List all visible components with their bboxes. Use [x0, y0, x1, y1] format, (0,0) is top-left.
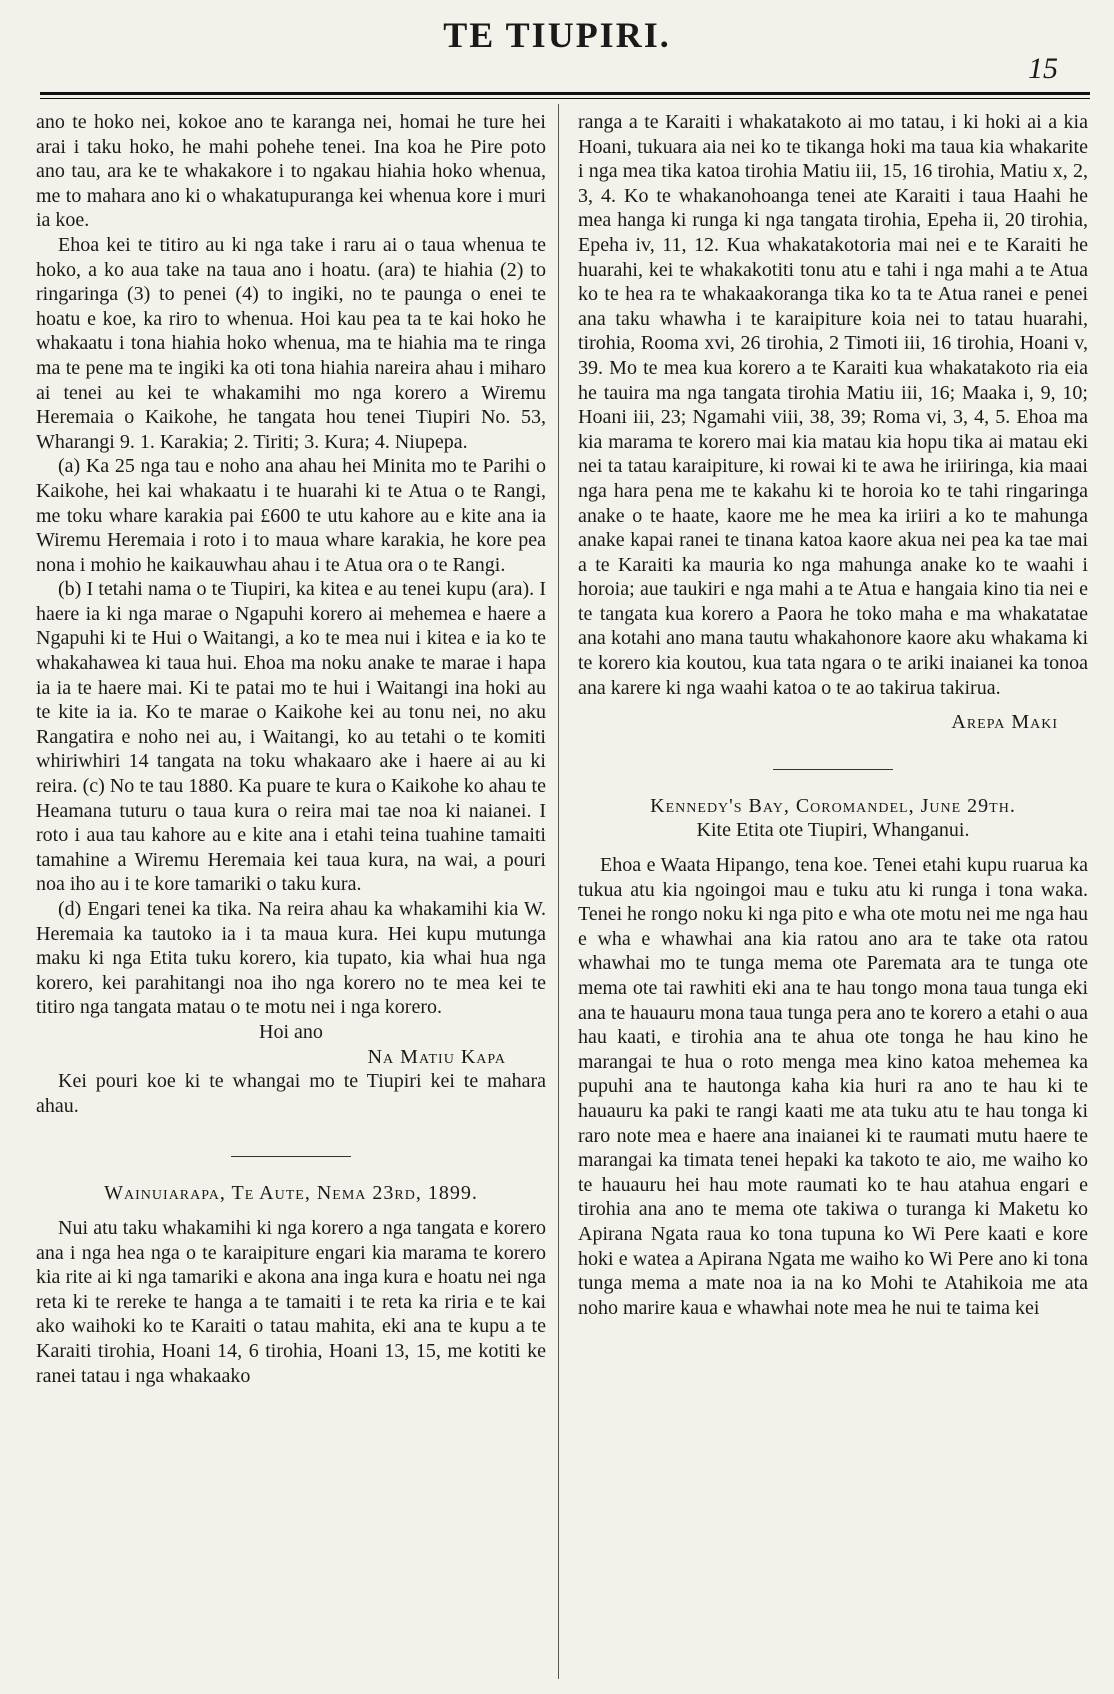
left-dateline: Wainuiarapa, Te Aute, Nema 23rd, 1899.	[104, 1182, 478, 1205]
right-salutation: Kite Etita ote Tiupiri, Whanganui.	[696, 819, 970, 842]
left-paragraph-5: (d) Engari tenei ka tika. Na reira ahau ka whakamihi kia W. Heremaia ka tautoko ia i ta maua kura. Hei kupu mutunga maku ki nga Etita tuku korero, kia tupato, kia whai hua nga korero, kei parahitangi noa iho nga korero no te mea kei te titiro nga tangata matau o te motu nei i nga korero.	[36, 898, 546, 1019]
left-closing: Hoi ano	[259, 1020, 323, 1043]
column-divider	[558, 104, 559, 1679]
left-paragraph-6: Kei pouri koe ki te whangai mo te Tiupiri kei te mahara ahau.	[36, 1070, 546, 1117]
right-paragraph-1: ranga a te Karaiti i whakatakoto ai mo tatau, i ki hoki ai a kia Hoani, tukuara aia nei ko te tikanga hoki ma taua kia whakarite i nga mea tika katoa tirohia Matiu iii, 15, 16 tirohia, Matiu x, 2, 3, 4. Ko te whakanohoanga tenei ate Karaiti i taua Haahi he mea hanga ki runga ki nga tangata tirohia, Epeha ii, 20 tirohia, Epeha iv, 11, 12. Kua whakatakotoria mai nei e te Karaiti he huarahi, kei te whakakotiti tonu atu e tahi i nga mahi a te Atua ko te hea ra te whakaakoranga tika ko ta te Atua ranei e penei ana taku whawha i te karaipiture koia nei to tatau huarahi, tirohia, Rooma xvi, 26 tirohia, 2 Timoti iii, 16 tirohia, Hoani v, 39. Mo te mea kua korero a te Karaiti kua whakatakoto ria eia he tauira ma nga tangata tirohia Matiu iii, 16; Maaka i, 9, 10; Hoani iii, 23; Ngamahi viii, 38, 39; Roma vi, 3, 4, 5. Ehoa ma kia marama te korero mai kia matau kia hopu tika ai matau eki nei ta tatau karaipiture, ki rowai ki te awa he iriiringa, kia maai nga hara pena me te kakahu ki te horoia ko te tahi ringaringa anake o te haate, kaore me he mea ka iriiri a ko te mahunga anake kapai ranei te tinana katoa kaore akua nei pea ka tae mai a te Karaiti ka mauria ko nga mahunga anake ko te waahi i horoia; aue taukiri e nga mahi a te Atua e hangaia kino tia nei e te tangata kua korero a Paora he toko maha e ma whakatatae ana kotahi ano mana tautu whakahonore kaore aku whakama ki te korero kia koutou, kua tata ngara o te ariki inaianei ka tonoa ana karere ki nga waahi katoa o te ao takirua takirua.	[578, 111, 1088, 699]
left-paragraph-2: Ehoa kei te titiro au ki nga take i raru ai o taua whenua te hoko, a ko aua take na taua ano i hoatu. (ara) te hiahia (2) to ringaringa (3) to penei (4) to ingiki, no te paunga o enei te hoatu e koe, ka riro to whenua. Hoi kau pea ta te kai hoko he whakaatu i tona hiahia hoko whenua, ma te hiahia ma te ringa ma te pene ma te ingiki ka oti tona hiahia nareira ahau i miharo ai tenei au kei te whakamihi mo nga korero a Wiremu Heremaia o Kaikohe, he tangata hou tenei Tiupiri No. 53, Wharangi 9. 1. Karakia; 2. Tiriti; 3. Kura; 4. Niupepa.	[36, 233, 546, 453]
left-paragraph-4: (b) I tetahi nama o te Tiupiri, ka kitea e au tenei kupu (ara). I haere ia ki nga marae o Ngapuhi korero ai mehemea e haere a Ngapuhi ki te Hui o Waitangi, a ko te mea nui i kitea e ia ko te whakahawea ki taua hui. Ehoa ma noku anake te marae i hapa ia ia te haere mai. Ki te patai mo te hui i Waitangi ina hoki au te kite ia ia. Ko te marae o Kaikohe kei au tonu nei, no aku Rangatira e noho nei au, i Waitangi, ko au tetahi o te komiti whiriwhiri 14 tangata na toku whakaaro ake i haere ai au ki reira. (c) No te tau 1880. Ka puare te kura o Kaikohe ko ahau te Heamana tuturu o taua kura o reira mai tae noa ki naianei. I roto i aua tau kahore au e kite ana i etahi teina tuahine tamaiti tamahine a Wiremu Heremaia kei taua kura, na wai, a pouri noa iho au i te kore tamariki o taku kura.	[36, 578, 546, 896]
section-separator-right	[773, 769, 893, 770]
header-rule	[40, 92, 1090, 95]
left-signature: Na Matiu Kapa	[367, 1045, 506, 1068]
page-title: TE TIUPIRI.	[443, 15, 671, 55]
right-signature: Arepa Maki	[951, 711, 1058, 734]
right-dateline: Kennedy's Bay, Coromandel, June 29th.	[650, 794, 1016, 817]
right-paragraph-2: Ehoa e Waata Hipango, tena koe. Tenei etahi kupu ruarua ka tukua atu kia ngoingoi mau e tuku atu ki runga i tona waka. Tenei he rongo noku ki nga pito e wha ote motu nei me nga hau e wha e whawhai ana kia ratou ano ara te take ota ratou whawhai mo te tunga mema ote Paremata ara te tunga ote mema ote tai rawhiti eki ana te hau tongo mona taua tunga eki ana te hauauru mona taua tunga pera ano te korero a etahi o aua hau kaati, e tirohia ana te ahua ote tonga he hau kino he marangai te hua o roto menga mea kino katoa mehemea ka pupuhi ana te hautonga kaha kia huri ra ano te hau ki te hauauru ka paki te rangi kaati me ata tuku atu te hau tonga ki raro note mea e haere ana inaianei ki te raumati mutu haere te marangai ka timata tenei hepaki ka takoto te aio, me waiho ko te hauauru hei hau mote raumati ko te hau atahua engari e tirohia ana ano te mema ote takiwa o turanga ki Maketu ko Apirana Ngata raua ko tona tupuna ko Wi Pere kaati e kore hoki e watea a Apirana Ngata me waiho ko Wi Pere ano ki tona tunga mema a mate noa ia na ko Mohi te Atahikoia me ata noho marire kaua e whawhai note mea he nui te taima kei	[578, 854, 1088, 1319]
left-column	[36, 110, 546, 1388]
left-paragraph-7: Nui atu taku whakamihi ki nga korero a nga tangata e korero ana i nga hea nga o te karaipiture engari kia marama te korero kia rite ai ki nga tamariki e akona ana inga kura e hoatu nei nga reta ki te rereke te hanga a te tamaiti i te reta ka riria e te kai ako waihoki ko te Karaiti o tatau mahita, eki ana te kupu a te Karaiti tirohia, Hoani 14, 6 tirohia, Hoani 13, 15, me kotiti ke ranei tatau i nga whakaako	[36, 1216, 546, 1387]
left-paragraph-1: ano te hoko nei, kokoe ano te karanga nei, homai he ture hei arai i taku hoko, he mahi pohehe tenei. Ina koa he Pire poto ano tau, ara ke te whakakore i to ngakau hiahia hoko whenua, me to mahara ano ki o whakatupuranga kei whenua kore i muri ia koe.	[36, 111, 546, 232]
header-rule-thin	[40, 98, 1090, 99]
left-paragraph-3: (a) Ka 25 nga tau e noho ana ahau hei Minita mo te Parihi o Kaikohe, hei kai whakaatu i te huarahi ki te Atua o te Rangi, me toku whare karakia pai £600 te utu kahore au e kite ana ia Wiremu Heremaia i roto i to maua whare karakia, he kore pea nona i mohio he kaikauwhau ahau i te Atua ora o te Rangi.	[36, 455, 546, 576]
page-number: 15	[1028, 52, 1058, 85]
section-separator	[231, 1156, 351, 1157]
right-column	[578, 110, 1088, 1320]
